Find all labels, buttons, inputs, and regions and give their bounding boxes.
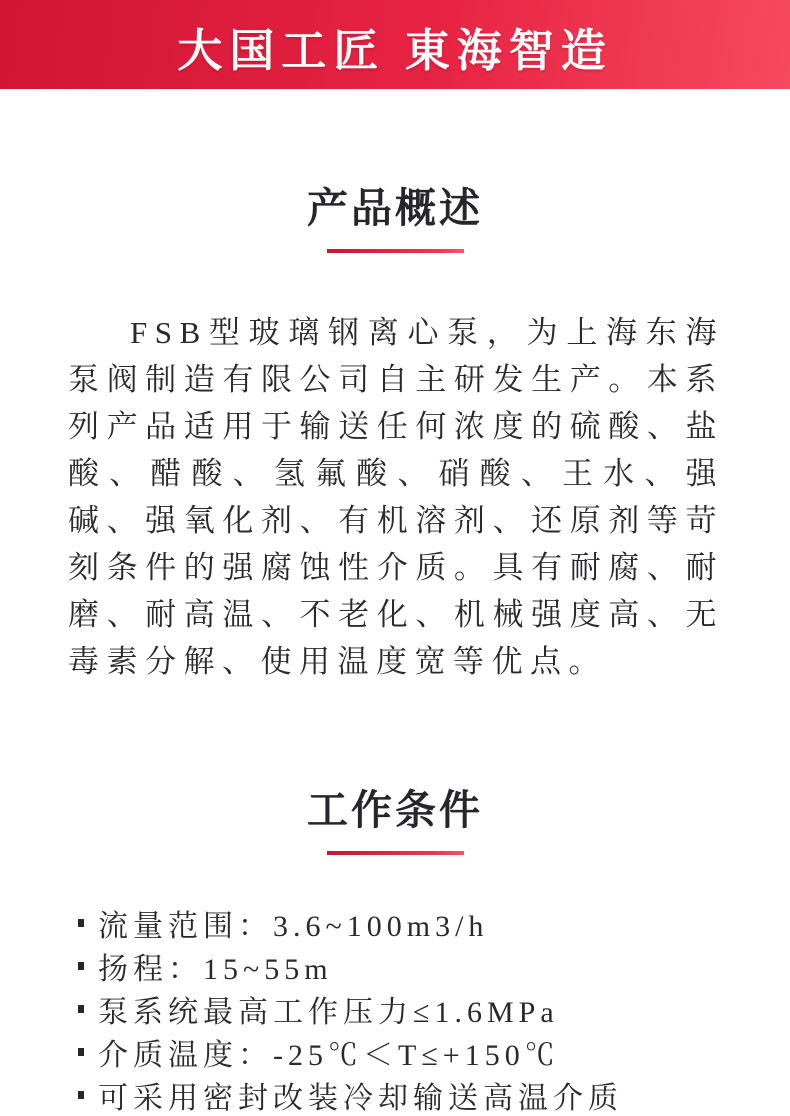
spec-text: 泵系统最高工作压力≤1.6MPa bbox=[98, 987, 559, 1031]
section-working-conditions bbox=[0, 777, 790, 1116]
spec-item-seal-cooling bbox=[78, 1073, 750, 1116]
title-underline-divider bbox=[327, 851, 464, 855]
spec-text: 扬程：15~55m bbox=[98, 944, 333, 988]
bullet-icon bbox=[78, 1005, 84, 1013]
bullet-icon bbox=[78, 1048, 84, 1056]
spec-text: 介质温度：-25℃＜T≤+150℃ bbox=[98, 1030, 560, 1074]
header-banner bbox=[0, 0, 790, 89]
overview-section-title: 产品概述 bbox=[0, 175, 790, 234]
banner-title: 大国工匠 東海智造 bbox=[177, 11, 613, 79]
spec-item-medium-temperature bbox=[78, 1030, 750, 1073]
spec-text: 可采用密封改装冷却输送高温介质 bbox=[98, 1073, 623, 1116]
spec-text: 流量范围：3.6~100m3/h bbox=[98, 901, 488, 945]
bullet-icon bbox=[78, 962, 84, 970]
section-overview bbox=[0, 175, 790, 685]
spec-item-max-pressure bbox=[78, 987, 750, 1030]
overview-paragraph: FSB型玻璃钢离心泵，为上海东海泵阀制造有限公司自主研发生产。本系列产品适用于输送任何浓度的硫酸、盐酸、醋酸、氢氟酸、硝酸、王水、强碱、强氧化剂、有机溶剂、还原剂等苛刻条件的强腐蚀性介质。具有耐腐、耐磨、耐高温、不老化、机械强度高、无毒素分解、使用温度宽等优点。 bbox=[68, 309, 724, 685]
bullet-icon bbox=[78, 1091, 84, 1099]
bullet-icon bbox=[78, 919, 84, 927]
conditions-section-title: 工作条件 bbox=[0, 777, 790, 836]
spec-item-flow-range bbox=[78, 901, 750, 944]
spec-list bbox=[78, 901, 750, 1116]
title-underline-divider bbox=[327, 249, 464, 253]
spec-item-head bbox=[78, 944, 750, 987]
